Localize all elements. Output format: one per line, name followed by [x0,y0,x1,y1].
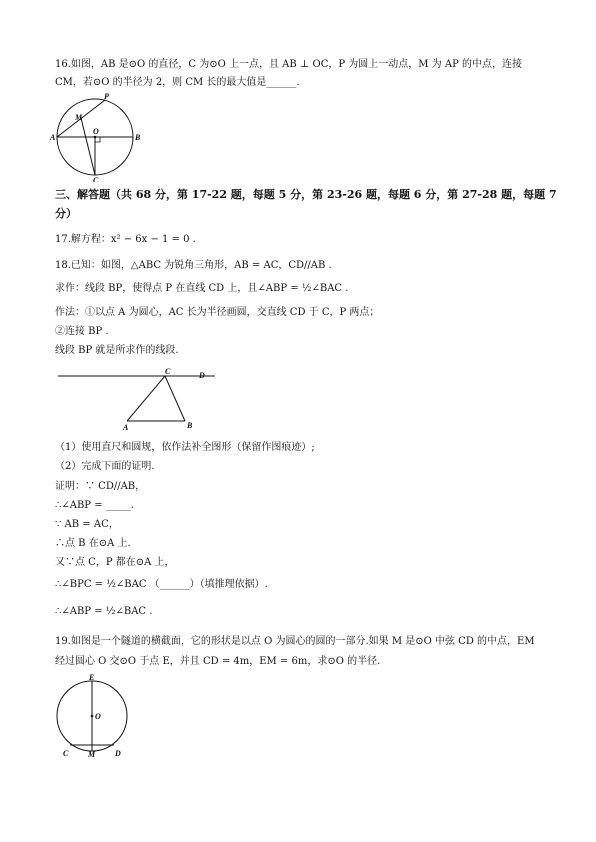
q17-text: 17.解方程：x² − 6x − 1 = 0 . [55,234,196,245]
q16-label-C: C [93,176,99,182]
q16-label-M: M [75,113,83,122]
q19-label-D: D [115,749,121,758]
q19-line2: 经过圆心 O 交⊙O 于点 E，并且 CD = 4m，EM = 6m，求⊙O 的半径. [55,656,381,667]
q16-label-O: O [93,127,99,136]
q16-line1: 16.如图，AB 是⊙O 的直径，C 为⊙O 上一点，且 AB ⊥ OC，P 为圆上一动点，M 为 AP 的中点，连接 [55,59,522,70]
q18-task: 求作：线段 BP，使得点 P 在直线 CD 上，且∠ABP = ½∠BAC . [55,283,349,294]
q18-label-B: B [187,421,193,430]
q18-triangle-figure [55,366,225,432]
section3-line1: 三、解答题（共 68 分，第 17-22 题，每题 5 分，第 23-26 题，每题 6 分，第 27-28 题，每题 7 [55,188,557,201]
q18-proof-line: 证明：∵ CD//AB， [55,481,146,492]
q18-part2: （2）完成下面的证明. [55,461,155,472]
q19-label-E: E [89,673,95,682]
q18-label-C: C [165,367,171,376]
q18-proof-line: ∴∠ABP = _____. [55,500,134,511]
q18-proof-line: ∴点 B 在⊙A 上. [55,538,131,549]
q16-label-A: A [50,133,56,142]
q19-label-O: O [95,712,101,721]
q19-line1: 19.如图是一个隧道的横截面，它的形状是以点 O 为圆心的圆的一部分.如果 M 是⊙O 中弦 CD 的中点，EM [55,636,535,647]
q18-proof-line: ∴∠BPC = ½∠BAC （______）（填推理依据）. [55,579,268,590]
q16-line2: CM，若⊙O 的半径为 2，则 CM 长的最大值是______. [55,77,300,88]
q18-method1: 作法：①以点 A 为圆心，AC 长为半径画圆，交直线 CD 于 C，P 两点； [55,307,380,318]
q19-tunnel-figure [55,672,140,764]
q19-label-M: M [88,750,96,759]
q18-method2: ②连接 BP . [55,326,109,337]
q18-proof-line: ∵ AB = AC， [55,519,119,530]
q18-proof-line: 又∵点 C，P 都在⊙A 上， [55,557,175,568]
section3-line2: 分） [55,207,77,220]
q18-given: 18.已知：如图，△ABC 为锐角三角形，AB = AC，CD//AB . [55,260,332,271]
q19-label-C: C [63,749,69,758]
q16-label-B: B [135,133,141,142]
q18-label-A: A [123,423,129,432]
q18-label-D: D [199,371,205,380]
q16-label-P: P [104,92,109,101]
q18-part1: （1）使用直尺和圆规，依作法补全图形（保留作图痕迹）; [55,442,315,453]
q18-conclusion: 线段 BP 就是所求作的线段. [55,345,179,356]
q16-circle-figure [50,92,150,182]
q18-proof-line: ∴∠ABP = ½∠BAC . [55,606,153,617]
